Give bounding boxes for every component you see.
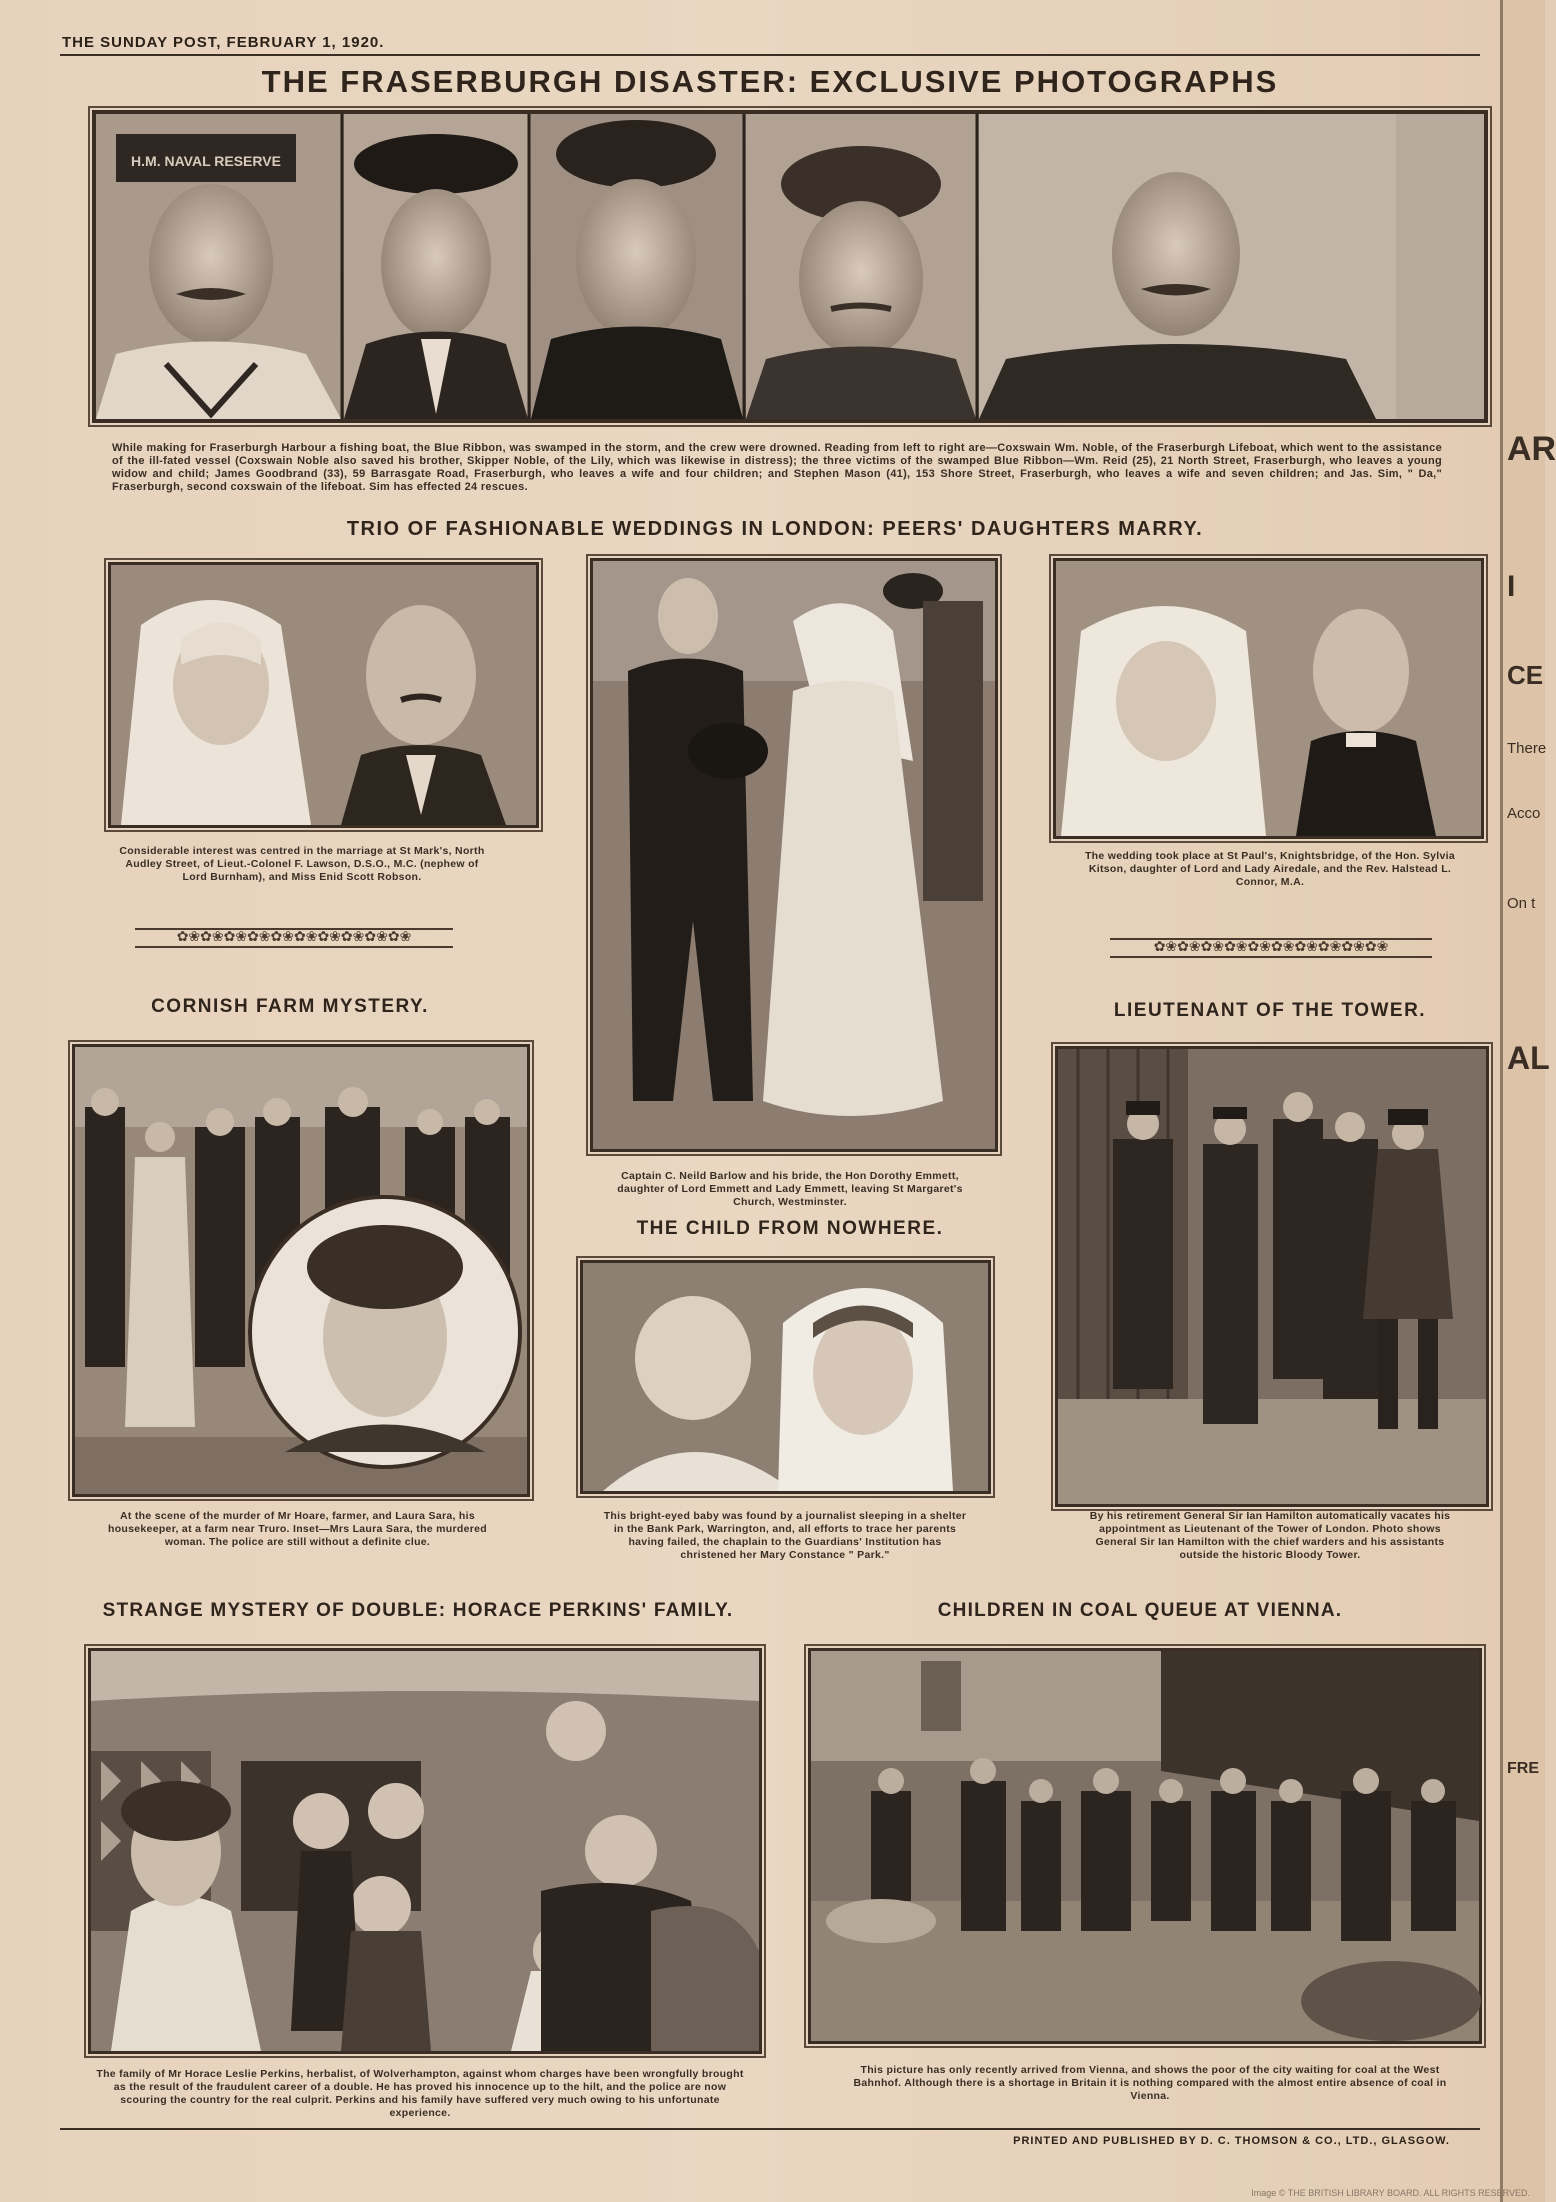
weddings-headline: TRIO OF FASHIONABLE WEDDINGS IN LONDON: PEERS' DAUGHTERS MARRY. xyxy=(346,518,1204,540)
next-page-fragment: Acco xyxy=(1507,805,1541,822)
wedding-kitson-caption: The wedding took place at St Paul's, Knightsbridge, of the Hon. Sylvia Kitson, daughter of Lord and Lady Airedale, and the Rev. Halstead L. Connor, M.A. xyxy=(1084,850,1456,888)
cornish-caption: At the scene of the murder of Mr Hoare, farmer, and Laura Sara, his housekeeper, at a farm near Truro. Inset—Mrs Laura Sara, the murdered woman. The police are still without a definite clue. xyxy=(108,1510,487,1548)
adjacent-page-edge xyxy=(1500,0,1556,2202)
child-headline: THE CHILD FROM NOWHERE. xyxy=(636,1218,944,1239)
vienna-headline: CHILDREN IN COAL QUEUE AT VIENNA. xyxy=(937,1600,1343,1621)
cornish-headline: CORNISH FARM MYSTERY. xyxy=(151,996,429,1017)
next-page-fragment: AR xyxy=(1507,430,1556,468)
ornament-left: ✿❀✿❀✿❀✿❀✿❀✿❀✿❀✿❀✿❀✿❀ xyxy=(135,928,453,948)
copyright-notice: Image © THE BRITISH LIBRARY BOARD. ALL RIGHTS RESERVED. xyxy=(1251,2188,1530,2198)
fraserburgh-headline: THE FRASERBURGH DISASTER: EXCLUSIVE PHOTOGRAPHS xyxy=(261,64,1279,99)
portrait-mason xyxy=(746,114,976,419)
perkins-caption: The family of Mr Horace Leslie Perkins, herbalist, of Wolverhampton, against whom charges have been wrongfully brought as the result of the fraudulent career of a double. He has proved his innocence up to the hilt, and the police are now scouring the country for the real culprit. Perkins and his family have suffered very much owing to his unfortunate experience. xyxy=(96,2068,744,2119)
wedding-lawson-photo xyxy=(108,562,539,828)
tower-headline: LIEUTENANT OF THE TOWER. xyxy=(1113,1000,1427,1021)
ornament-right: ✿❀✿❀✿❀✿❀✿❀✿❀✿❀✿❀✿❀✿❀ xyxy=(1110,938,1432,958)
cap-ribbon-text: H.M. NAVAL RESERVE xyxy=(131,153,281,169)
portrait-reid xyxy=(344,114,528,419)
vienna-caption: This picture has only recently arrived from Vienna, and shows the poor of the city waiting for coal at the West Bahnhof. Although there is a shortage in Britain it is nothing compared with the almost entire absence of coal in Vienna. xyxy=(853,2064,1447,2102)
next-page-fragment: FRE xyxy=(1507,1760,1539,1777)
dateline: THE SUNDAY POST, FEBRUARY 1, 1920. xyxy=(62,34,385,51)
fraserburgh-portraits xyxy=(92,110,1488,423)
next-page-fragment: AL xyxy=(1507,1040,1550,1076)
next-page-fragment: There xyxy=(1507,740,1547,757)
portrait-sim xyxy=(979,114,1484,419)
perkins-headline: STRANGE MYSTERY OF DOUBLE: HORACE PERKINS' FAMILY. xyxy=(102,1600,734,1621)
wedding-lawson-caption: Considerable interest was centred in the marriage at St Mark's, North Audley Street, of Lieut.-Colonel F. Lawson, D.S.O., M.C. (nephew of Lord Burnham), and Miss Enid Scott Robson. xyxy=(119,845,485,883)
vienna-queue-photo xyxy=(808,1648,1482,2044)
wedding-kitson-photo xyxy=(1053,558,1484,839)
bottom-rule xyxy=(60,2128,1480,2130)
perkins-family-photo xyxy=(88,1648,762,2054)
top-rule xyxy=(60,54,1480,56)
portrait-noble xyxy=(96,114,341,419)
cornish-farm-photo xyxy=(72,1044,530,1497)
next-page-fragment: I xyxy=(1507,570,1516,603)
portrait-goodbrand xyxy=(531,114,743,419)
wedding-barlow-photo xyxy=(590,558,998,1152)
next-page-fragment: On t xyxy=(1507,895,1536,912)
tower-caption: By his retirement General Sir Ian Hamilton automatically vacates his appointment as Lieutenant of the Tower of London. Photo shows General Sir Ian Hamilton with the chief warders and his assistants outside the historic Bloody Tower. xyxy=(1089,1510,1451,1561)
child-caption: This bright-eyed baby was found by a journalist sleeping in a shelter in the Bank Park, Warrington, and, all efforts to trace her parents having failed, the chaplain to the Guardians' Institution has christened her Mary Constance " Park." xyxy=(603,1510,967,1561)
fraserburgh-caption: While making for Fraserburgh Harbour a fishing boat, the Blue Ribbon, was swamped in the storm, and the crew were drowned. Reading from left to right are—Coxswain Wm. Noble, of the Fraserburgh Lifeboat, which went to the assistance of the ill-fated vessel (Coxswain Noble also saved his brother, Skipper Noble, of the Lily, which was likewise in distress); the three victims of the swamped Blue Ribbon—Wm. Reid (25), 21 North Street, Fraserburgh, who leaves a young widow and child; James Goodbrand (33), 59 Barrasgate Road, Fraserburgh, who leaves a wife and four children; and Stephen Mason (41), 153 Shore Street, Fraserburgh, who leaves a wife and seven children; and Jas. Sim, " Da," Fraserburgh, second coxswain of the lifeboat. Sim has effected 24 rescues. xyxy=(112,442,1442,493)
tower-photo xyxy=(1055,1046,1489,1507)
child-photo xyxy=(580,1260,991,1494)
next-page-fragment: CE xyxy=(1507,660,1544,690)
printer-imprint: PRINTED AND PUBLISHED BY D. C. THOMSON & CO., LTD., GLASGOW. xyxy=(1013,2135,1450,2147)
wedding-barlow-caption: Captain C. Neild Barlow and his bride, the Hon Dorothy Emmett, daughter of Lord Emmett and Lady Emmett, leaving St Margaret's Church, Westminster. xyxy=(617,1170,963,1208)
